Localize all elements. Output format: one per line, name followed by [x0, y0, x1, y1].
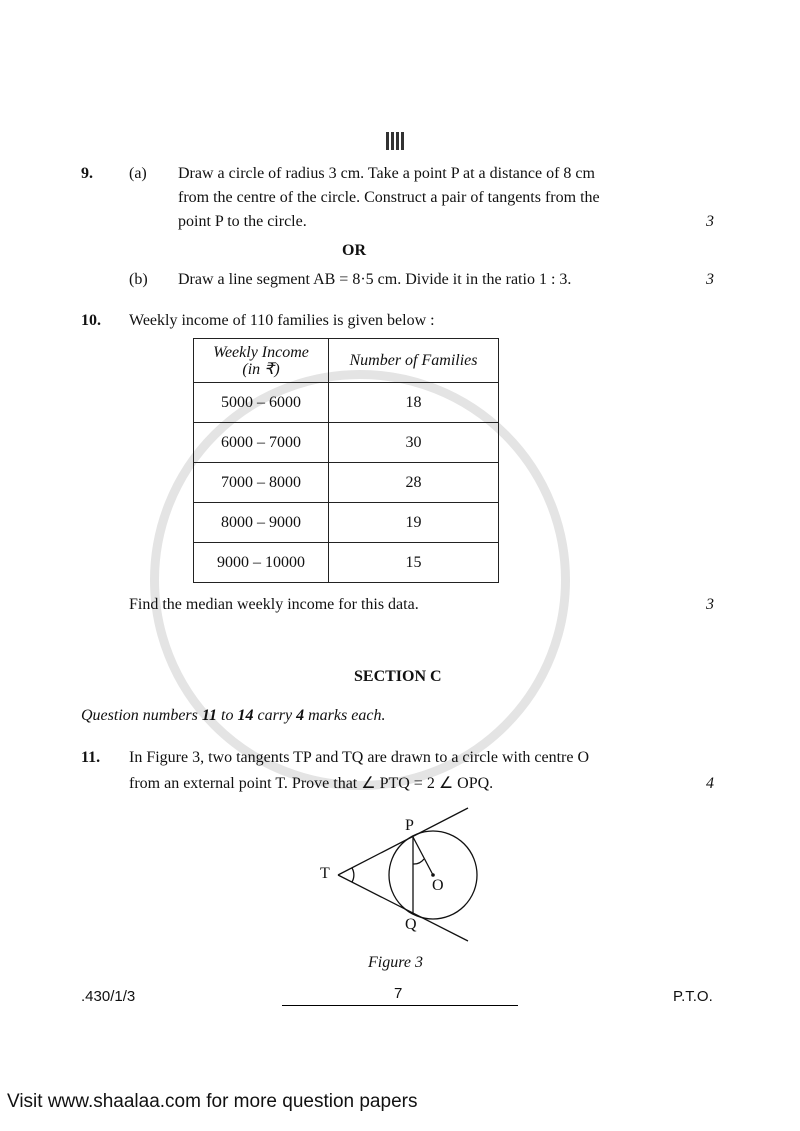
q9a-line1: Draw a circle of radius 3 cm. Take a point P at a distance of 8 cm	[178, 165, 595, 182]
shaalaa-banner-link[interactable]: Visit www.shaalaa.com for more question papers	[7, 1091, 418, 1112]
section-note: Question numbers 11 to 14 carry 4 marks each.	[81, 707, 386, 724]
header-weekly-income: Weekly Income (in ₹)	[194, 339, 329, 383]
label-p: P	[405, 817, 414, 834]
header-number-of-families: Number of Families	[329, 339, 499, 383]
q9-number: 9.	[81, 165, 93, 182]
label-t: T	[320, 865, 330, 882]
q10-marks: 3	[706, 596, 714, 613]
table-row: 7000 – 8000 28	[194, 463, 499, 503]
q11-line1: In Figure 3, two tangents TP and TQ are drawn to a circle with centre O	[129, 749, 590, 766]
table-row: 9000 – 10000 15	[194, 543, 499, 583]
table-row: 5000 – 6000 18	[194, 383, 499, 423]
q10-number: 10.	[81, 312, 101, 329]
angle-t-arc	[352, 868, 354, 882]
label-o: O	[432, 877, 444, 894]
figure-caption: Figure 3	[368, 954, 423, 971]
footer-divider	[282, 1005, 518, 1006]
table-row: 8000 – 9000 19	[194, 503, 499, 543]
or-label: OR	[342, 242, 366, 259]
q9b-label: (b)	[129, 271, 148, 288]
q9a-marks: 3	[706, 213, 714, 230]
q9a-line2: from the centre of the circle. Construct a pair of tangents from the	[178, 189, 600, 206]
q9a-label: (a)	[129, 165, 147, 182]
q11-marks: 4	[706, 775, 714, 792]
label-q: Q	[405, 916, 417, 933]
q10-question: Find the median weekly income for this data.	[129, 596, 419, 613]
q10-intro: Weekly income of 110 families is given below :	[129, 312, 435, 329]
paper-code: .430/1/3	[81, 988, 136, 1005]
pto-label: P.T.O.	[673, 988, 713, 1005]
radius-op	[413, 837, 433, 875]
q9a-line3: point P to the circle.	[178, 213, 307, 230]
angle-p-arc	[413, 859, 424, 864]
q11-number: 11.	[81, 749, 101, 766]
page-number: 7	[394, 985, 403, 1002]
section-title: SECTION C	[354, 668, 442, 685]
table-row: 6000 – 7000 30	[194, 423, 499, 463]
q9b-marks: 3	[706, 271, 714, 288]
tangent-tp	[338, 808, 468, 875]
q9b-text: Draw a line segment AB = 8·5 cm. Divide it in the ratio 1 : 3.	[178, 271, 572, 288]
q11-line2: from an external point T. Prove that ∠ PTQ = 2 ∠ OPQ.	[129, 775, 494, 792]
